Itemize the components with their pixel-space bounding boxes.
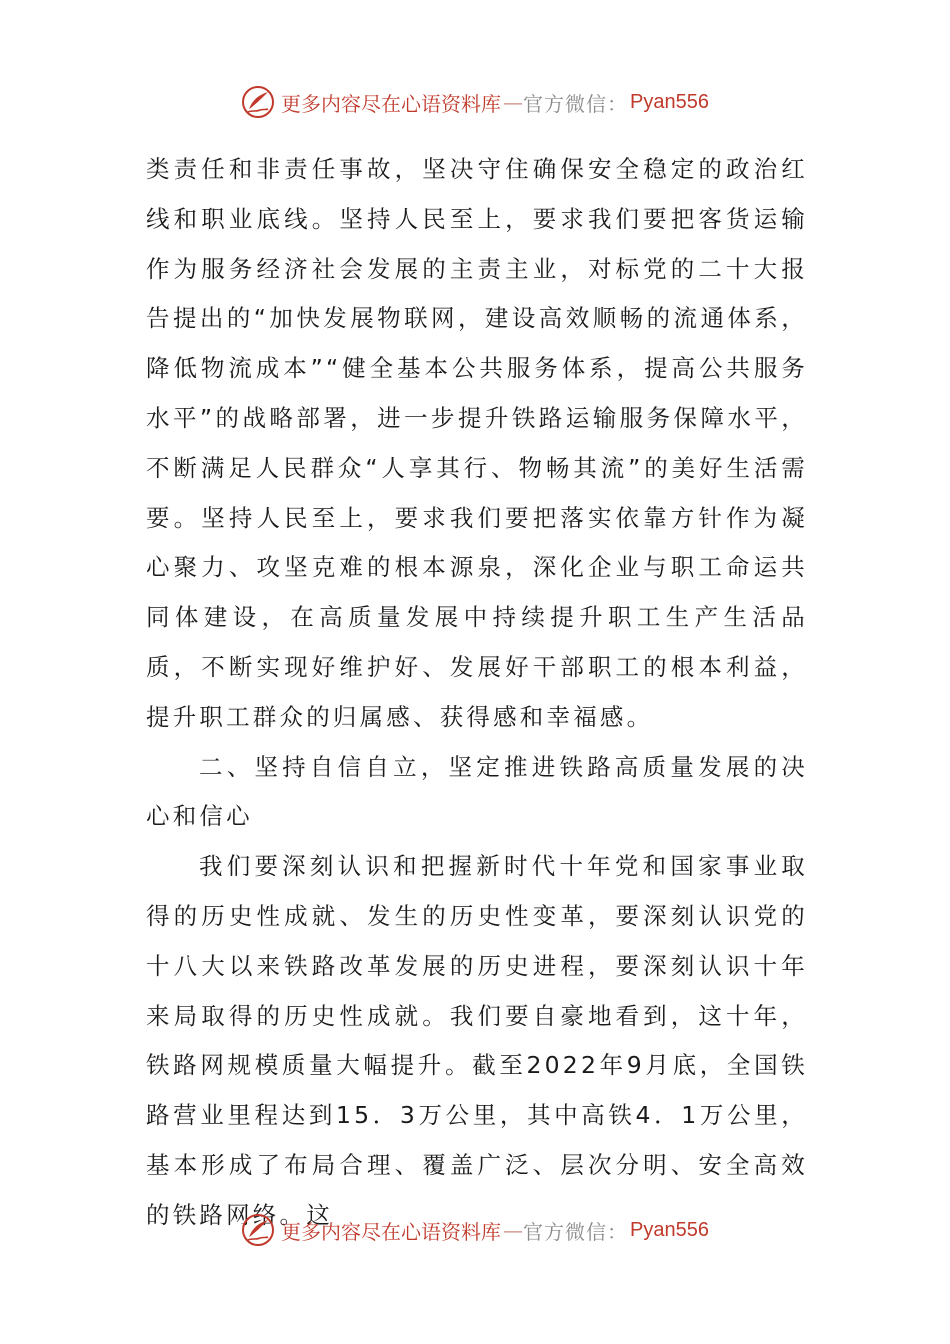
- banner-separator: —: [503, 90, 522, 114]
- section-heading: 二、坚持自信自立，坚定推进铁路高质量发展的决心和信心: [146, 752, 808, 831]
- banner-wechat-label: 官方微信：: [523, 1219, 629, 1244]
- banner-wechat-id: Pyan556: [630, 90, 709, 113]
- banner-wechat-label: 官方微信：: [523, 91, 629, 116]
- quill-signature-logo-icon: [241, 1213, 275, 1247]
- quill-signature-logo-icon: [241, 85, 275, 119]
- banner-wechat-id: Pyan556: [630, 1218, 709, 1241]
- document-body: [146, 145, 808, 1241]
- banner-separator: —: [503, 1218, 522, 1242]
- header-watermark-banner: [0, 80, 950, 124]
- banner-main-text: 更多内容尽在心语资料库: [281, 91, 502, 116]
- banner-main-text: 更多内容尽在心语资料库: [281, 1219, 502, 1244]
- paragraph-continued: 类责任和非责任事故，坚决守住确保安全稳定的政治红线和职业底线。坚持人民至上，要求我们要把客货运输作为服务经济社会发展的主责主业，对标党的二十大报告提出的“加快发展物联网，建设高效顺畅的流通体系，降低物流成本”“健全基本公共服务体系，提高公共服务水平”的战略部署，进一步提升铁路运输服务保障水平，不断满足人民群众“人享其行、物畅其流”的美好生活需要。坚持人民至上，要求我们要把落实依靠方针作为凝心聚力、攻坚克难的根本源泉，深化企业与职工命运共同体建设，在高质量发展中持续提升职工生产生活品质，不断实现好维护好、发展好干部职工的根本利益，提升职工群众的归属感、获得感和幸福感。: [146, 155, 808, 731]
- paragraph: 我们要深刻认识和把握新时代十年党和国家事业取得的历史性成就、发生的历史性变革，要深刻认识党的十八大以来铁路改革发展的历史进程，要深刻认识十年来局取得的历史性成就。我们要自豪地看到，这十年，铁路网规模质量大幅提升。截至2022年9月底，全国铁路营业里程达到15．3万公里，其中高铁4．1万公里，基本形成了布局合理、覆盖广泛、层次分明、安全高效的铁路网络。这: [146, 852, 808, 1229]
- footer-watermark-banner: [0, 1208, 950, 1252]
